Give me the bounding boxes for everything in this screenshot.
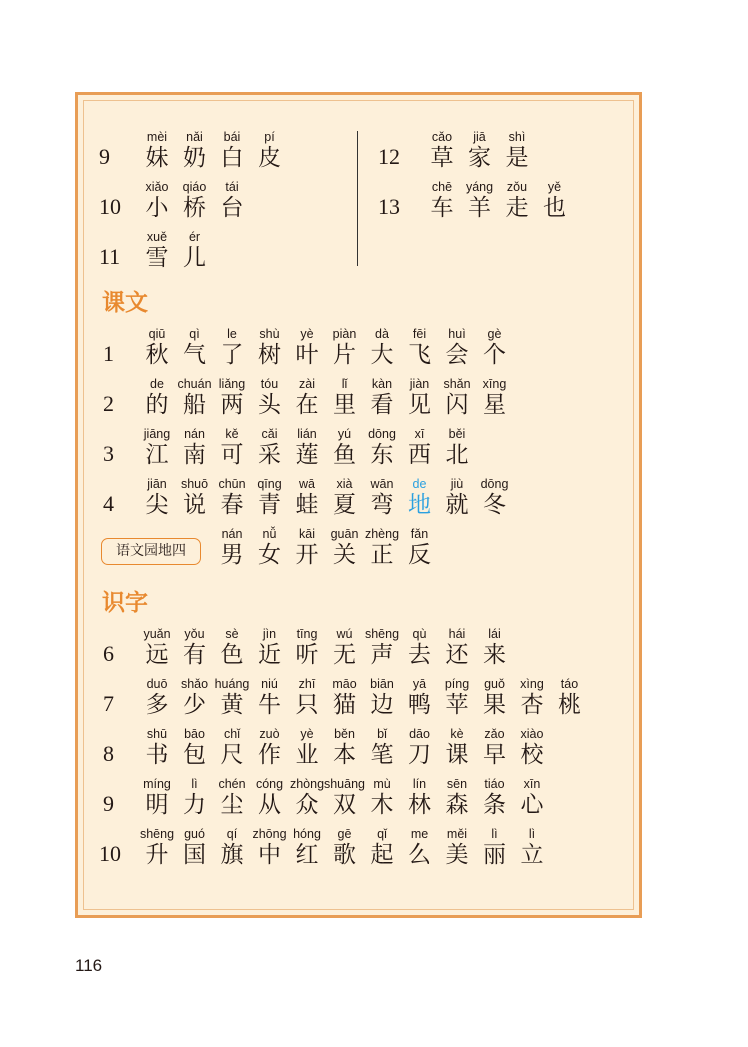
- pinyin: píng: [444, 677, 470, 691]
- pinyin: niú: [261, 677, 278, 691]
- hanzi: 也: [543, 195, 566, 221]
- pinyin: shēng: [364, 627, 400, 641]
- hanzi: 桥: [183, 195, 206, 221]
- hanzi: 蛙: [295, 492, 319, 518]
- hanzi: 众: [295, 792, 319, 818]
- hanzi: 果: [483, 692, 506, 718]
- hanzi: 杏: [520, 692, 544, 718]
- hanzi: 西: [408, 442, 431, 468]
- pinyin: zuò: [259, 727, 280, 741]
- hanzi: 听: [295, 642, 319, 668]
- pinyin: jiān: [147, 477, 167, 491]
- hanzi: 苹: [445, 692, 469, 718]
- column-divider: [357, 131, 358, 266]
- lesson-number: 3: [103, 441, 114, 466]
- pinyin: gè: [487, 327, 502, 341]
- pinyin: chūn: [218, 477, 246, 491]
- hanzi: 包: [183, 742, 206, 768]
- pinyin: shù: [259, 327, 280, 341]
- lesson-number: 10: [99, 194, 121, 219]
- pinyin: duō: [146, 677, 168, 691]
- pinyin: tái: [225, 180, 239, 194]
- pinyin: yā: [412, 677, 427, 691]
- pinyin: táo: [560, 677, 579, 691]
- pinyin: lái: [488, 627, 501, 641]
- pinyin: xīn: [523, 777, 541, 791]
- hanzi: 鱼: [333, 442, 356, 468]
- pinyin: lì: [528, 827, 536, 841]
- pinyin: liǎng: [218, 377, 246, 391]
- hanzi: 起: [370, 842, 394, 868]
- hanzi: 南: [183, 442, 206, 468]
- hanzi: 尘: [220, 792, 244, 818]
- hanzi: 丽: [483, 842, 506, 868]
- pinyin: shǎn: [443, 377, 471, 391]
- hanzi: 两: [220, 392, 244, 418]
- hanzi: 无: [333, 642, 356, 668]
- pinyin: tóu: [260, 377, 279, 391]
- pinyin: wú: [336, 627, 353, 641]
- hanzi: 牛: [258, 692, 281, 718]
- pinyin: jìn: [262, 627, 277, 641]
- hanzi: 草: [430, 145, 454, 171]
- hanzi: 心: [520, 792, 544, 818]
- hanzi: 正: [370, 542, 394, 568]
- pinyin: dāo: [409, 727, 430, 741]
- lesson-number: 7: [103, 691, 114, 716]
- pinyin: de: [412, 477, 427, 491]
- hanzi: 春: [220, 492, 244, 518]
- hanzi: 会: [445, 342, 469, 368]
- pinyin: zhèng: [364, 527, 400, 541]
- hanzi: 在: [295, 392, 319, 418]
- hanzi: 林: [408, 792, 431, 818]
- pinyin: me: [410, 827, 429, 841]
- pinyin: běn: [334, 727, 355, 741]
- hanzi: 校: [520, 742, 544, 768]
- pinyin: sēn: [446, 777, 468, 791]
- pinyin: xìng: [520, 677, 544, 691]
- pinyin: cóng: [255, 777, 284, 791]
- hanzi: 黄: [220, 692, 244, 718]
- pinyin: zhōng: [252, 827, 287, 841]
- hanzi: 红: [295, 842, 319, 868]
- hanzi: 少: [183, 692, 206, 718]
- lesson-number: 10: [99, 841, 121, 866]
- pinyin: zài: [299, 377, 315, 391]
- hanzi: 多: [145, 692, 169, 718]
- pinyin: zhòng: [289, 777, 325, 791]
- lesson-number: 11: [99, 244, 121, 269]
- pinyin: de: [150, 377, 164, 391]
- hanzi: 里: [333, 392, 356, 418]
- pinyin: shū: [146, 727, 168, 741]
- pinyin: qiáo: [182, 180, 207, 194]
- hanzi: 奶: [183, 145, 206, 171]
- pinyin: wā: [299, 477, 315, 491]
- hanzi: 家: [468, 145, 491, 171]
- lesson-number: 2: [103, 391, 114, 416]
- pinyin: jiàn: [409, 377, 430, 391]
- hanzi: 尺: [220, 742, 244, 768]
- hanzi: 来: [483, 642, 506, 668]
- hanzi: 妹: [145, 145, 169, 171]
- pinyin: chén: [218, 777, 246, 791]
- hanzi: 升: [145, 842, 169, 868]
- pinyin: nǎi: [186, 130, 203, 144]
- pinyin: shēng: [139, 827, 175, 841]
- hanzi: 车: [430, 195, 454, 221]
- lesson-number: 9: [103, 791, 114, 816]
- hanzi: 东: [370, 442, 394, 468]
- garden-badge: 语文园地四: [101, 538, 201, 565]
- pinyin: shuāng: [323, 777, 365, 791]
- hanzi: 早: [483, 742, 506, 768]
- hanzi: 雪: [145, 245, 169, 271]
- pinyin: jiāng: [143, 427, 171, 441]
- section-heading-kewen: 课文: [102, 290, 148, 316]
- pinyin: yuǎn: [143, 627, 171, 641]
- hanzi: 美: [445, 842, 469, 868]
- hanzi: 莲: [295, 442, 319, 468]
- hanzi: 远: [145, 642, 169, 668]
- hanzi: 小: [145, 195, 169, 221]
- hanzi: 有: [183, 642, 206, 668]
- hanzi: 男: [220, 542, 244, 568]
- pinyin: xiào: [520, 727, 544, 741]
- hanzi: 了: [220, 342, 244, 368]
- pinyin: xuě: [146, 230, 168, 244]
- hanzi: 作: [258, 742, 281, 768]
- pinyin: nán: [184, 427, 205, 441]
- pinyin: nǚ: [262, 527, 277, 541]
- hanzi: 的: [145, 392, 169, 418]
- lesson-number: 13: [378, 194, 400, 219]
- section-heading-shizi: 识字: [102, 590, 148, 616]
- pinyin: míng: [143, 777, 171, 791]
- hanzi: 边: [370, 692, 394, 718]
- hanzi: 夏: [333, 492, 356, 518]
- pinyin: fǎn: [410, 527, 429, 541]
- hanzi: 就: [445, 492, 469, 518]
- hanzi: 看: [370, 392, 394, 418]
- hanzi: 片: [333, 342, 356, 368]
- hanzi: 关: [333, 542, 356, 568]
- hanzi: 船: [183, 392, 206, 418]
- hanzi: 说: [183, 492, 206, 518]
- hanzi: 笔: [370, 742, 394, 768]
- pinyin: wān: [370, 477, 394, 491]
- hanzi: 叶: [295, 342, 319, 368]
- pinyin: dà: [375, 327, 389, 341]
- pinyin: jiā: [473, 130, 486, 144]
- hanzi: 个: [483, 342, 506, 368]
- hanzi: 力: [183, 792, 206, 818]
- hanzi: 近: [258, 642, 281, 668]
- pinyin: le: [227, 327, 237, 341]
- pinyin: lín: [412, 777, 427, 791]
- pinyin: qì: [189, 327, 200, 341]
- pinyin: qí: [226, 827, 238, 841]
- hanzi: 地: [408, 492, 431, 518]
- hanzi: 旗: [220, 842, 244, 868]
- pinyin: zhī: [298, 677, 316, 691]
- hanzi: 明: [145, 792, 169, 818]
- pinyin: chǐ: [224, 727, 240, 741]
- pinyin: tiáo: [484, 777, 505, 791]
- pinyin: kè: [450, 727, 464, 741]
- lesson-number: 1: [103, 341, 114, 366]
- pinyin: piàn: [332, 327, 357, 341]
- hanzi: 开: [295, 542, 319, 568]
- pinyin: yú: [337, 427, 352, 441]
- hanzi: 中: [258, 842, 281, 868]
- hanzi: 桃: [558, 692, 581, 718]
- pinyin: qù: [412, 627, 427, 641]
- hanzi: 走: [505, 195, 529, 221]
- pinyin: pí: [264, 130, 275, 144]
- hanzi: 去: [408, 642, 431, 668]
- pinyin: shì: [508, 130, 526, 144]
- hanzi: 江: [145, 442, 169, 468]
- pinyin: jiù: [450, 477, 464, 491]
- hanzi: 国: [183, 842, 206, 868]
- hanzi: 冬: [483, 492, 506, 518]
- hanzi: 么: [408, 842, 431, 868]
- pinyin: bāo: [184, 727, 205, 741]
- pinyin: xīng: [482, 377, 507, 391]
- hanzi: 只: [295, 692, 319, 718]
- pinyin: lì: [491, 827, 498, 841]
- hanzi: 还: [445, 642, 469, 668]
- hanzi: 儿: [183, 245, 206, 271]
- pinyin: yè: [300, 727, 314, 741]
- pinyin: kě: [225, 427, 239, 441]
- lesson-number: 9: [99, 144, 110, 169]
- pinyin: guó: [184, 827, 205, 841]
- pinyin: dōng: [368, 427, 396, 441]
- hanzi: 头: [258, 392, 281, 418]
- pinyin: xī: [414, 427, 425, 441]
- pinyin: kāi: [299, 527, 315, 541]
- pinyin: cǎo: [431, 130, 453, 144]
- pinyin: chuán: [177, 377, 212, 391]
- pinyin: guān: [330, 527, 359, 541]
- pinyin: huáng: [214, 677, 250, 691]
- hanzi: 闪: [445, 392, 469, 418]
- hanzi: 刀: [408, 742, 431, 768]
- pinyin: gē: [337, 827, 352, 841]
- hanzi: 声: [370, 642, 394, 668]
- hanzi: 采: [258, 442, 281, 468]
- pinyin: zǒu: [506, 180, 528, 194]
- pinyin: qīng: [257, 477, 282, 491]
- hanzi: 羊: [468, 195, 491, 221]
- pinyin: huì: [448, 327, 466, 341]
- pinyin: yè: [300, 327, 314, 341]
- hanzi: 秋: [145, 342, 169, 368]
- pinyin: qǐ: [377, 827, 387, 841]
- hanzi: 猫: [333, 692, 356, 718]
- pinyin: cǎi: [261, 427, 278, 441]
- hanzi: 书: [145, 742, 169, 768]
- hanzi: 是: [505, 145, 529, 171]
- hanzi: 台: [220, 195, 244, 221]
- lesson-number: 12: [378, 144, 400, 169]
- hanzi: 业: [295, 742, 319, 768]
- lesson-number: 8: [103, 741, 114, 766]
- hanzi: 可: [220, 442, 244, 468]
- pinyin: ér: [188, 230, 201, 244]
- pinyin: měi: [446, 827, 468, 841]
- lesson-number: 6: [103, 641, 114, 666]
- hanzi: 树: [258, 342, 281, 368]
- hanzi: 反: [408, 542, 431, 568]
- page-number: 116: [75, 956, 103, 975]
- pinyin: lǐ: [341, 377, 348, 391]
- hanzi: 木: [370, 792, 394, 818]
- pinyin: hái: [448, 627, 466, 641]
- pinyin: māo: [332, 677, 357, 691]
- hanzi: 见: [408, 392, 431, 418]
- pinyin: lián: [297, 427, 317, 441]
- hanzi: 气: [183, 342, 206, 368]
- hanzi: 立: [520, 842, 544, 868]
- pinyin: shuō: [180, 477, 209, 491]
- hanzi: 双: [333, 792, 356, 818]
- pinyin: bǐ: [377, 727, 387, 741]
- pinyin: xià: [336, 477, 353, 491]
- pinyin: yáng: [465, 180, 494, 194]
- pinyin: nán: [221, 527, 243, 541]
- pinyin: xiǎo: [145, 180, 169, 194]
- pinyin: shǎo: [180, 677, 209, 691]
- hanzi: 歌: [333, 842, 356, 868]
- pinyin: zǎo: [484, 727, 505, 741]
- pinyin: hóng: [293, 827, 321, 841]
- pinyin: tīng: [296, 627, 318, 641]
- pinyin: lì: [191, 777, 198, 791]
- pinyin: mù: [373, 777, 391, 791]
- hanzi: 北: [445, 442, 469, 468]
- hanzi: 弯: [370, 492, 394, 518]
- hanzi: 星: [483, 392, 506, 418]
- hanzi: 尖: [145, 492, 169, 518]
- hanzi: 森: [445, 792, 469, 818]
- hanzi: 从: [258, 792, 281, 818]
- pinyin: fēi: [412, 327, 427, 341]
- pinyin: bái: [223, 130, 241, 144]
- pinyin: qiū: [148, 327, 166, 341]
- pinyin: guǒ: [484, 677, 505, 691]
- hanzi: 女: [258, 542, 281, 568]
- hanzi: 青: [258, 492, 281, 518]
- pinyin: kàn: [371, 377, 393, 391]
- pinyin: dōng: [480, 477, 509, 491]
- pinyin: mèi: [146, 130, 168, 144]
- pinyin: chē: [431, 180, 453, 194]
- pinyin: biān: [370, 677, 394, 691]
- hanzi: 条: [483, 792, 506, 818]
- hanzi: 皮: [258, 145, 281, 171]
- hanzi: 白: [220, 145, 244, 171]
- hanzi: 色: [220, 642, 244, 668]
- hanzi: 本: [333, 742, 356, 768]
- hanzi: 课: [445, 742, 469, 768]
- pinyin: yě: [547, 180, 562, 194]
- pinyin: běi: [448, 427, 466, 441]
- hanzi: 飞: [408, 342, 431, 368]
- hanzi: 大: [370, 342, 394, 368]
- pinyin: sè: [225, 627, 239, 641]
- lesson-number: 4: [103, 491, 114, 516]
- pinyin: yǒu: [184, 627, 205, 641]
- hanzi: 鸭: [408, 692, 431, 718]
